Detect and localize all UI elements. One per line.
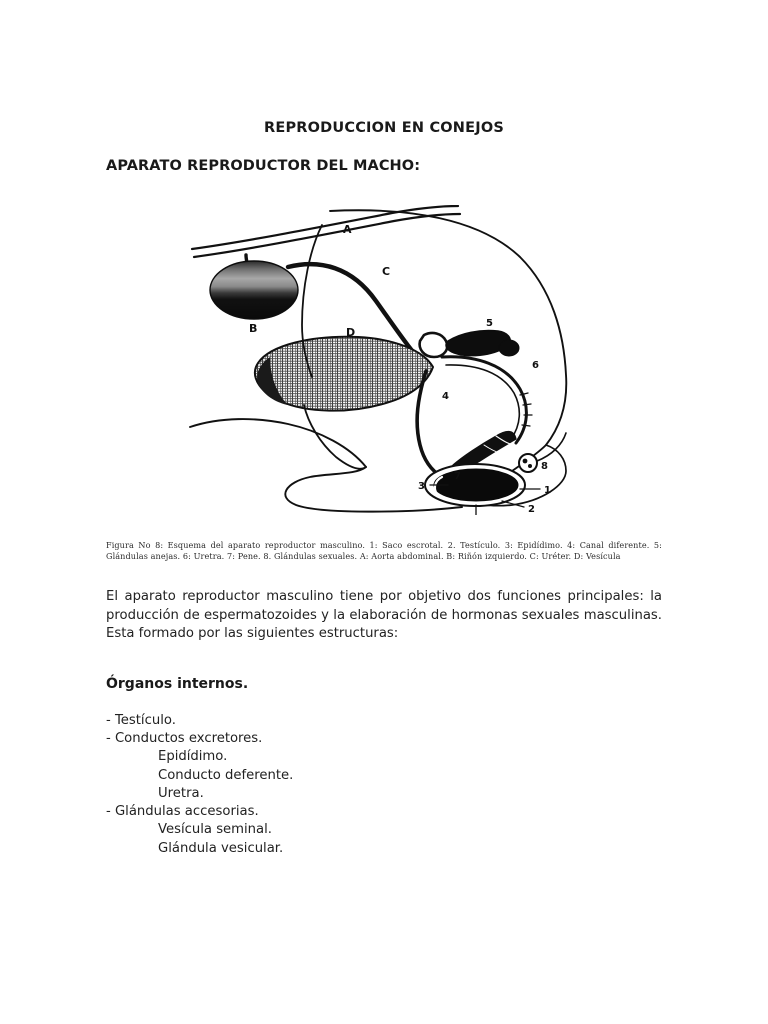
- figure-label-a: A: [343, 223, 352, 236]
- list-item: Vesícula seminal.: [158, 822, 272, 838]
- figure-label-3: 3: [418, 481, 425, 492]
- list-item: - Glándulas accesorias.: [106, 804, 259, 820]
- list-item: Epidídimo.: [158, 749, 228, 765]
- list-item: Conducto deferente.: [158, 767, 294, 783]
- figure-label-c: C: [382, 265, 391, 278]
- list-item: - Conductos excretores.: [106, 731, 263, 747]
- figure-label-6: 6: [532, 360, 539, 371]
- figure-label-2: 2: [528, 504, 535, 515]
- section-heading-aparato-reproductor: APARATO REPRODUCTOR DEL MACHO:: [106, 158, 421, 174]
- figure-caption: Figura No 8: Esquema del aparato reproductor masculino. 1: Saco escrotal. 2. Testículo. 3: Epidídimo. 4: Canal diferente. 5: Glándulas anejas. 6: Uretra. 7: Pene. 8. Glándulas sexuales. A: Aorta abdominal. B: Riñón izquierdo. C: Uréter. D: Vesícula: [106, 540, 662, 562]
- list-item: Glándula vesicular.: [158, 840, 284, 856]
- figure-label-5: 5: [486, 318, 493, 329]
- figure-label-b: B: [249, 322, 258, 335]
- figure-label-7: 7: [454, 471, 461, 482]
- figure-label-d: D: [346, 326, 356, 339]
- figure-label-8: 8: [541, 461, 548, 472]
- figure-label-1: 1: [544, 485, 551, 496]
- page-title: REPRODUCCION EN CONEJOS: [263, 120, 505, 136]
- list-item: Uretra.: [158, 785, 204, 801]
- list-item: - Testículo.: [106, 713, 176, 728]
- figure-label-4: 4: [442, 391, 449, 402]
- figure-male-reproductive-diagram: [180, 205, 620, 515]
- organ-list: [106, 712, 526, 858]
- subsection-heading-organos-internos: Órganos internos.: [106, 676, 249, 692]
- body-paragraph: El aparato reproductor masculino tiene por objetivo dos funciones principales: la producción de espermatozoides y la elaboración de hormonas sexuales masculinas. Esta formado por las siguientes estructuras:: [106, 589, 662, 642]
